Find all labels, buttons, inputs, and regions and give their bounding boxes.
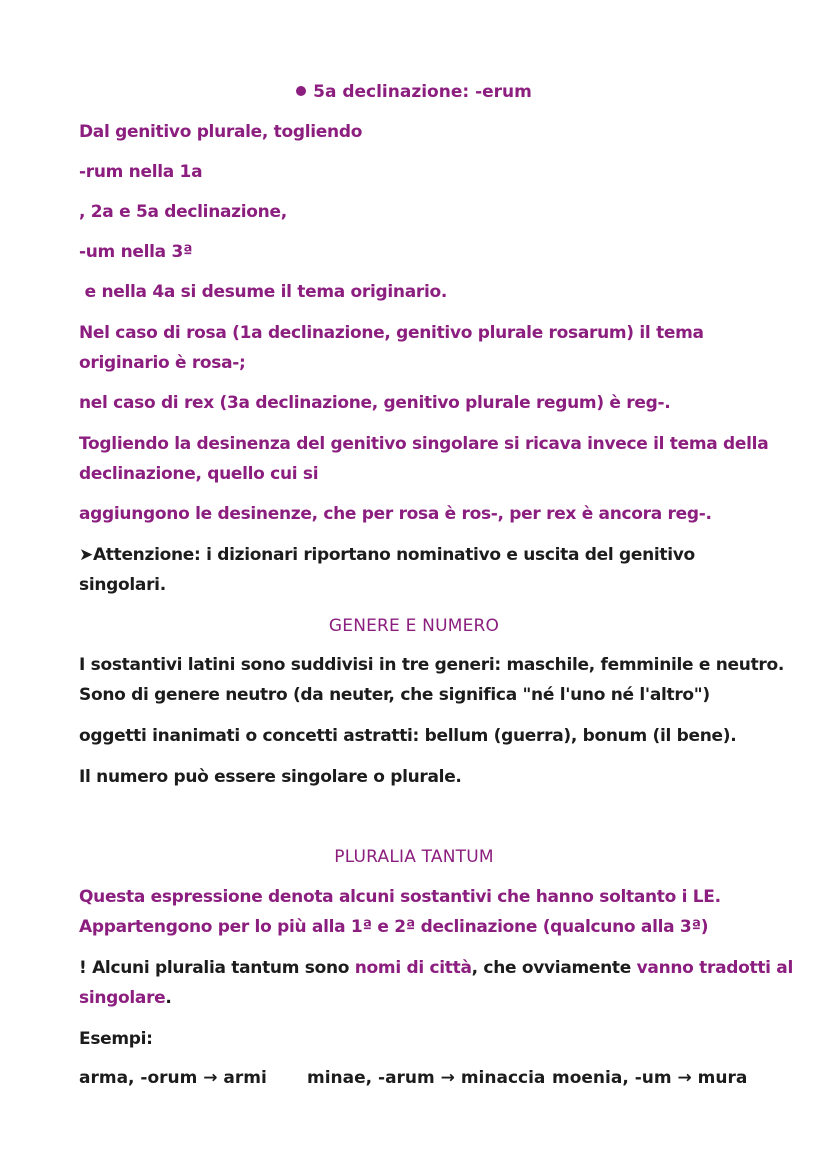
tema-line-3: , 2a e 5a declinazione, <box>79 202 287 222</box>
pluralia-line-3-a: ! Alcuni pluralia tantum sono <box>79 958 355 978</box>
nomi-di-citta: nomi di città <box>354 958 472 978</box>
bullet-icon <box>296 86 306 96</box>
pluralia-line-2: Appartengono per lo più alla 1ª e 2ª declinazione (qualcuno alla 3ª) <box>79 917 709 937</box>
example-arma: arma, -orum → armi <box>79 1068 267 1088</box>
tema-line-8b: declinazione, quello cui si <box>79 464 319 484</box>
tema-line-7: nel caso di rex (3a declinazione, genitivo plurale regum) è reg-. <box>79 393 671 413</box>
tema-line-2: -rum nella 1a <box>79 162 203 182</box>
section-title <box>0 77 828 107</box>
attention-line-a: ➤Attenzione: i dizionari riportano nominativo e uscita del genitivo <box>79 545 695 565</box>
tema-line-1: Dal genitivo plurale, togliendo <box>79 122 363 142</box>
singolare-word: singolare <box>79 988 166 1008</box>
tema-line-4: -um nella 3ª <box>79 242 193 262</box>
tema-line-6b: originario è rosa-; <box>79 353 246 373</box>
esempi-label: Esempi: <box>79 1029 153 1049</box>
vanno-tradotti: vanno tradotti al <box>636 958 793 978</box>
pluralia-line-1: Questa espressione denota alcuni sostantivi che hanno soltanto i LE. <box>79 887 721 907</box>
pluralia-heading: PLURALIA TANTUM <box>334 847 494 867</box>
genere-line-4: Il numero può essere singolare o plurale. <box>79 767 462 787</box>
genere-line-2: Sono di genere neutro (da neuter, che significa "né l'uno né l'altro") <box>79 685 710 705</box>
tema-line-6a: Nel caso di rosa (1a declinazione, genitivo plurale rosarum) il tema <box>79 323 704 343</box>
pluralia-line-3-c: , che ovviamente <box>471 958 637 978</box>
title-text: 5a declinazione: -erum <box>313 82 532 102</box>
singolare-dot: . <box>165 988 172 1008</box>
tema-line-5: e nella 4a si desume il tema originario. <box>79 282 448 302</box>
genere-line-1: I sostantivi latini sono suddivisi in tre generi: maschile, femminile e neutro. <box>79 655 785 675</box>
example-minae: minae, -arum → minaccia <box>307 1068 546 1088</box>
genere-heading: GENERE E NUMERO <box>328 616 500 636</box>
genere-line-3: oggetti inanimati o concetti astratti: bellum (guerra), bonum (il bene). <box>79 726 737 746</box>
pluralia-line-4 <box>79 983 172 1013</box>
tema-line-9: aggiungono le desinenze, che per rosa è ros-, per rex è ancora reg-. <box>79 504 712 524</box>
example-moenia: moenia, -um → mura <box>552 1068 748 1088</box>
pluralia-line-3 <box>79 953 793 983</box>
tema-line-8a: Togliendo la desinenza del genitivo singolare si ricava invece il tema della <box>79 434 769 454</box>
attention-line-b: singolari. <box>79 575 166 595</box>
